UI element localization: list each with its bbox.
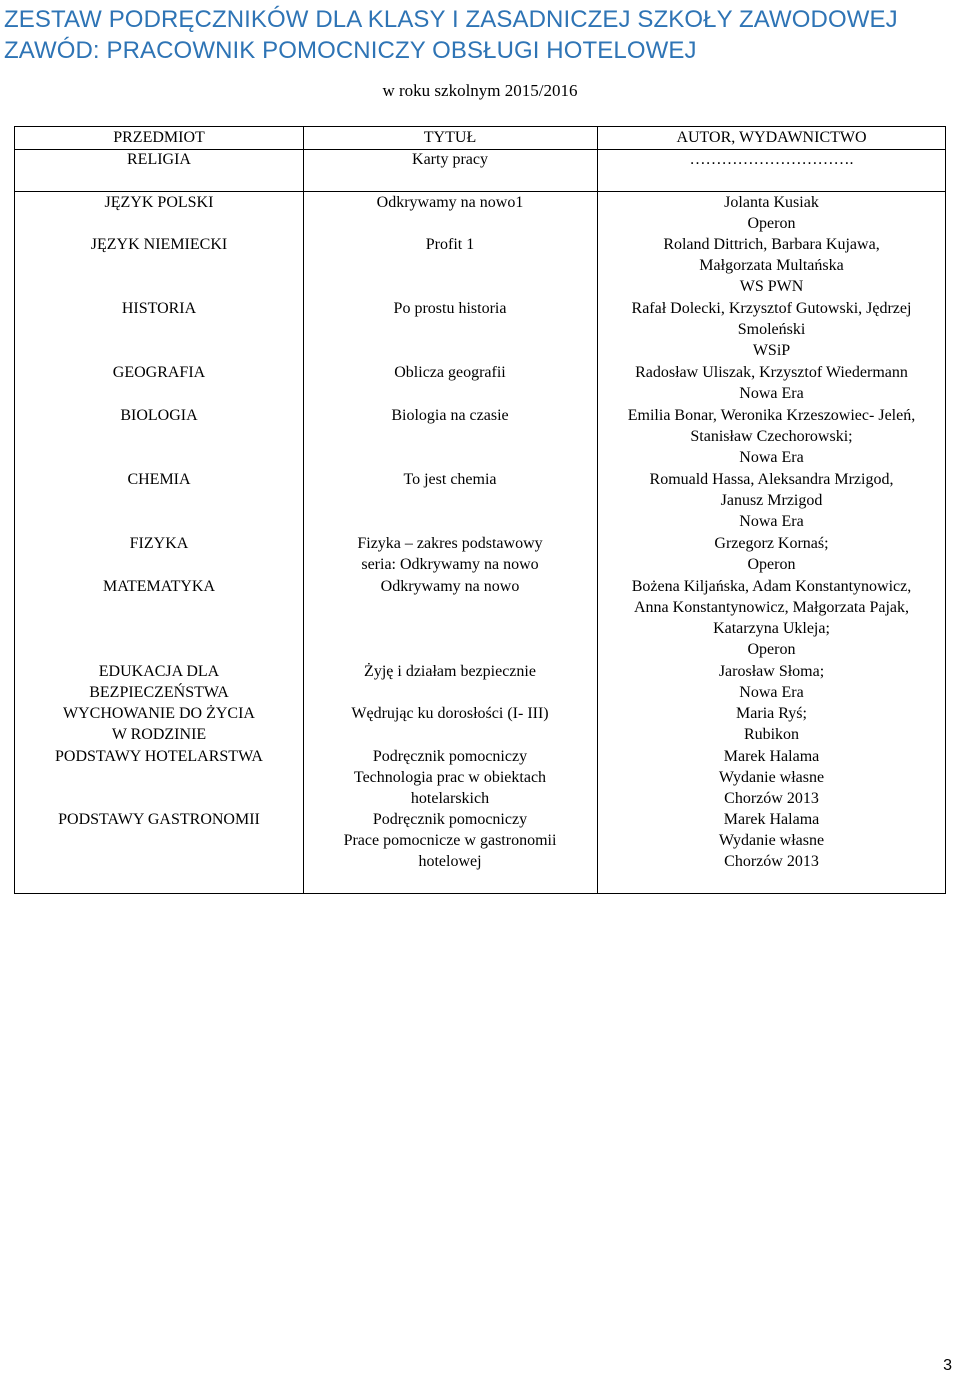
title-line: hotelowej — [418, 853, 482, 870]
author-line: Jarosław Słoma; — [718, 663, 825, 680]
subject-line: W RODZINIE — [111, 726, 207, 743]
row-4-author-cell — [597, 298, 946, 361]
subject-line: WYCHOWANIE DO ŻYCIA — [63, 705, 255, 722]
author-line: Rubikon — [743, 726, 800, 743]
title-line: seria: Odkrywamy na nowo — [361, 556, 539, 573]
row-10-subject-cell — [15, 661, 303, 703]
document-title — [4, 4, 898, 66]
row-4-title-cell — [303, 298, 597, 319]
row-11-subject-cell — [15, 703, 303, 745]
row-12-subject-cell — [15, 746, 303, 767]
title-line: Podręcznik pomocniczy — [372, 811, 528, 828]
subject-line: EDUKACJA DLA — [98, 663, 220, 680]
title-line: hotelarskich — [410, 790, 490, 807]
row-13-author-cell — [597, 809, 946, 872]
subject-line: GEOGRAFIA — [112, 364, 206, 381]
row-6-subject-cell — [15, 405, 303, 426]
author-line: Anna Konstantynowicz, Małgorzata Pajak, — [633, 599, 910, 616]
author-line: Janusz Mrzigod — [720, 492, 823, 509]
subject-line: JĘZYK POLSKI — [104, 194, 214, 211]
title-line: To jest chemia — [403, 471, 497, 488]
author-line: Małgorzata Multańska — [699, 257, 844, 274]
row-3-title-cell — [303, 234, 597, 255]
title-line: Wędrując ku dorosłości (I- III) — [351, 705, 549, 722]
row-13-subject-cell — [15, 809, 303, 830]
row-3-author-cell — [597, 234, 946, 297]
author-line: Rafał Dolecki, Krzysztof Gutowski, Jędrzej — [631, 300, 912, 317]
row-1-author-cell — [597, 149, 946, 170]
header-title: TYTUŁ — [423, 129, 477, 146]
subject-line: PODSTAWY GASTRONOMII — [58, 811, 260, 828]
title-line-1: ZESTAW PODRĘCZNIKÓW DLA KLASY I ZASADNICZEJ SZKOŁY ZAWODOWEJ — [4, 6, 898, 33]
row-1-title-cell — [303, 149, 597, 170]
row-9-title-cell — [303, 576, 597, 597]
subject-line: JĘZYK NIEMIECKI — [90, 236, 228, 253]
subject-line: MATEMATYKA — [103, 578, 215, 595]
page-number: 3 — [943, 1357, 952, 1374]
subject-line: FIZYKA — [129, 535, 189, 552]
title-line: Odkrywamy na nowo1 — [376, 194, 524, 211]
author-line: Emilia Bonar, Weronika Krzeszowiec- Jeleń, — [627, 407, 916, 424]
subject-line: BEZPIECZEŃSTWA — [89, 684, 229, 701]
author-line: Nowa Era — [739, 513, 804, 530]
title-line: Po prostu historia — [393, 300, 507, 317]
author-line: Operon — [747, 215, 796, 232]
author-line: WSiP — [752, 342, 791, 359]
row-6-author-cell — [597, 405, 946, 468]
row-4-subject-cell — [15, 298, 303, 319]
title-line: Biologia na czasie — [391, 407, 509, 424]
author-line: Nowa Era — [739, 684, 804, 701]
title-line: Profit 1 — [425, 236, 475, 253]
title-line: Technologia prac w obiektach — [353, 769, 547, 786]
author-line: Chorzów 2013 — [724, 790, 819, 807]
row-13-title-cell — [303, 809, 597, 872]
row-9-subject-cell — [15, 576, 303, 597]
author-line: Jolanta Kusiak — [724, 194, 819, 211]
title-line: Fizyka – zakres podstawowy — [357, 535, 543, 552]
row-5-author-cell — [597, 362, 946, 404]
author-line: Nowa Era — [739, 449, 804, 466]
row-5-subject-cell — [15, 362, 303, 383]
row-6-title-cell — [303, 405, 597, 426]
author-line: Grzegorz Kornaś; — [714, 535, 829, 552]
row-10-title-cell — [303, 661, 597, 682]
author-line: Wydanie własne — [718, 832, 825, 849]
author-line: Katarzyna Ukleja; — [713, 620, 830, 637]
subject-line: RELIGIA — [127, 151, 191, 168]
author-line: Marek Halama — [723, 811, 820, 828]
author-line: Operon — [747, 556, 796, 573]
header-subject: PRZEDMIOT — [113, 129, 205, 146]
row-3-subject-cell — [15, 234, 303, 255]
author-line: Wydanie własne — [718, 769, 825, 786]
row-9-author-cell — [597, 576, 946, 660]
row-8-author-cell — [597, 533, 946, 575]
school-year-subtitle: w roku szkolnym 2015/2016 — [382, 81, 578, 100]
textbook-table — [14, 126, 946, 894]
author-line: Romuald Hassa, Aleksandra Mrzigod, — [649, 471, 894, 488]
row-7-title-cell — [303, 469, 597, 490]
author-line: Stanisław Czechorowski; — [690, 428, 853, 445]
title-line-2: ZAWÓD: PRACOWNIK POMOCNICZY OBSŁUGI HOTELOWEJ — [4, 37, 697, 64]
author-line: Operon — [747, 641, 796, 658]
row-7-author-cell — [597, 469, 946, 532]
author-line: …………………………. — [689, 151, 854, 168]
author-line: Roland Dittrich, Barbara Kujawa, — [663, 236, 880, 253]
title-line: Karty pracy — [412, 151, 488, 168]
author-line: Maria Ryś; — [736, 705, 807, 722]
author-line: Smoleński — [737, 321, 806, 338]
title-line: Odkrywamy na nowo — [380, 578, 520, 595]
subject-line: BIOLOGIA — [120, 407, 198, 424]
row-12-author-cell — [597, 746, 946, 809]
row-11-author-cell — [597, 703, 946, 745]
author-line: WS PWN — [739, 278, 804, 295]
row-5-title-cell — [303, 362, 597, 383]
subject-line: PODSTAWY HOTELARSTWA — [55, 748, 263, 765]
title-line: Żyję i działam bezpiecznie — [364, 663, 536, 680]
title-line: Podręcznik pomocniczy — [372, 748, 528, 765]
row-11-title-cell — [303, 703, 597, 724]
author-line: Marek Halama — [723, 748, 820, 765]
row-10-author-cell — [597, 661, 946, 703]
row-2-subject-cell — [15, 192, 303, 213]
title-line: Oblicza geografii — [394, 364, 506, 381]
row-7-subject-cell — [15, 469, 303, 490]
row-8-title-cell — [303, 533, 597, 575]
author-line: Chorzów 2013 — [724, 853, 819, 870]
row-1-subject-cell — [15, 149, 303, 170]
subject-line: HISTORIA — [121, 300, 197, 317]
row-12-title-cell — [303, 746, 597, 809]
author-line: Radosław Uliszak, Krzysztof Wiedermann — [635, 364, 908, 381]
author-line: Nowa Era — [739, 385, 804, 402]
subject-line: CHEMIA — [127, 471, 191, 488]
row-2-author-cell — [597, 192, 946, 234]
author-line: Bożena Kiljańska, Adam Konstantynowicz, — [631, 578, 912, 595]
row-8-subject-cell — [15, 533, 303, 554]
title-line: Prace pomocnicze w gastronomii — [343, 832, 557, 849]
header-author: AUTOR, WYDAWNICTWO — [676, 129, 867, 146]
row-2-title-cell — [303, 192, 597, 213]
